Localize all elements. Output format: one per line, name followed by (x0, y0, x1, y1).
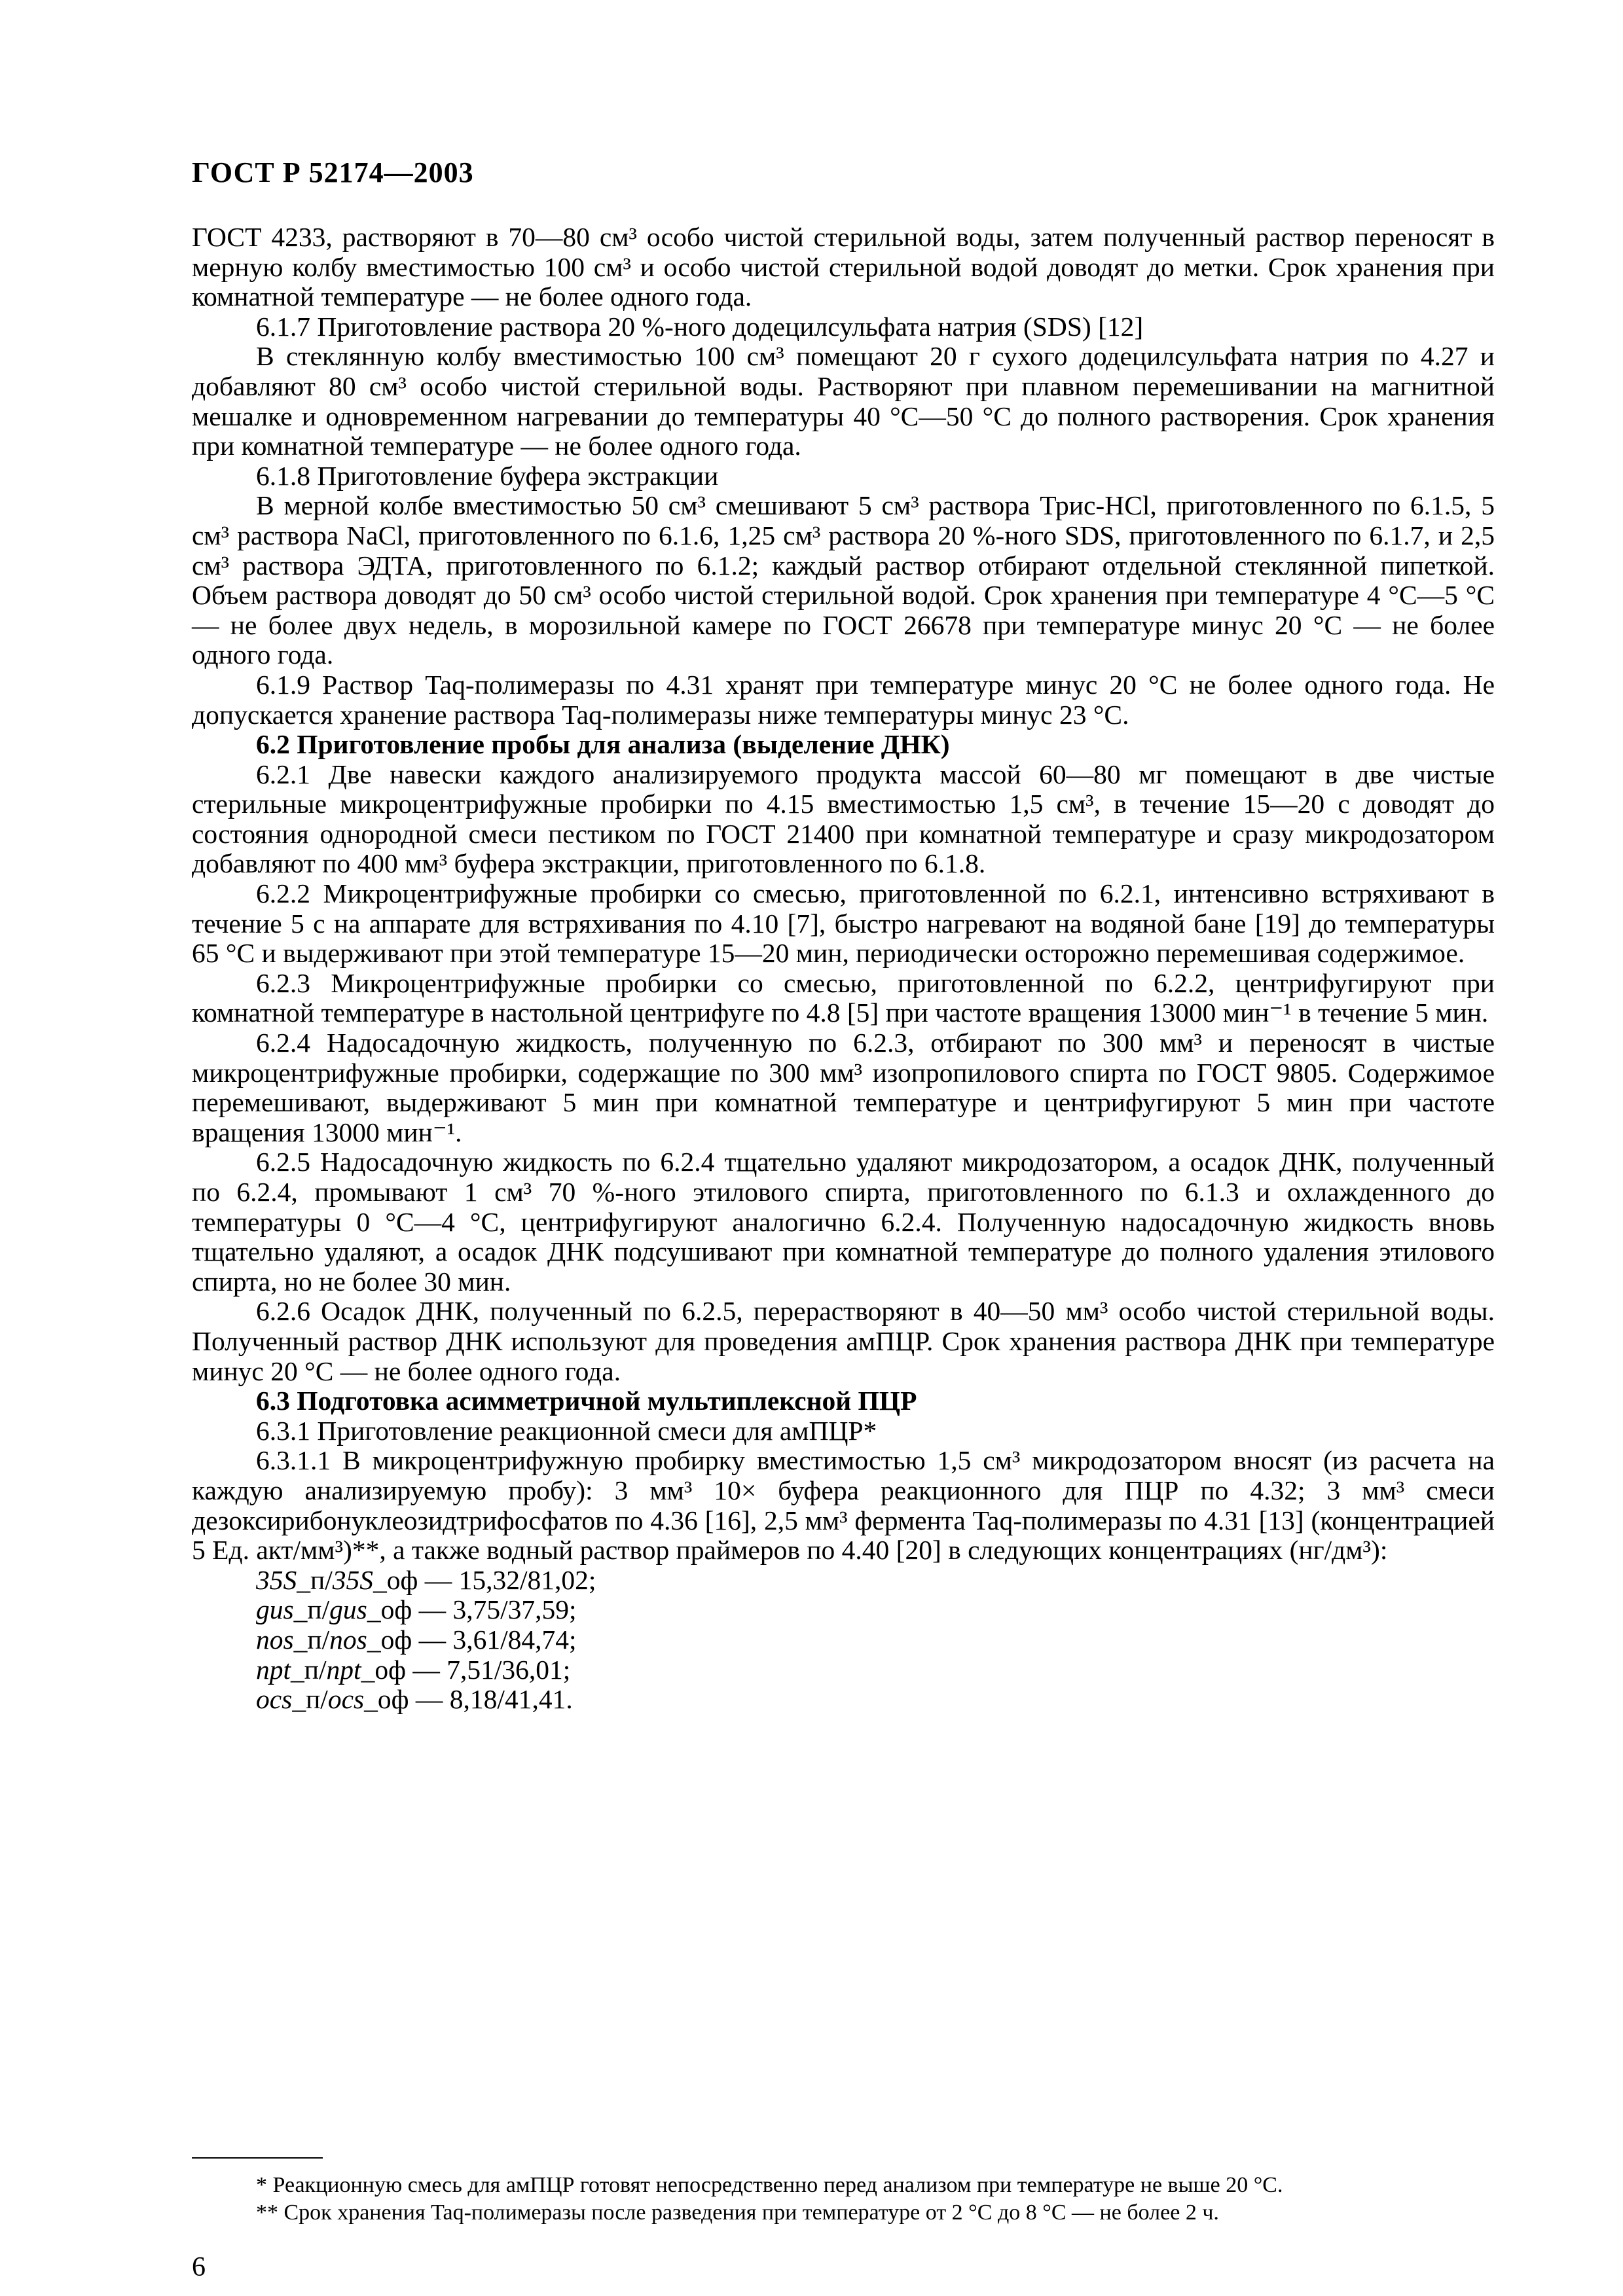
page-number: 6 (192, 2252, 206, 2282)
list-item: npt_п/npt_оф — 7,51/36,01; (256, 1654, 571, 1685)
primer-list (192, 1566, 1495, 1715)
paragraph: 6.3.1.1 В микроцентрифужную пробирку вместимостью 1,5 см³ микродозатором вносят (из расчета на каждую анализируемую пробу): 3 мм³ 10× буфера реакционного для ПЦР по 4.32; 3 мм³ смеси дезоксирибонуклеозидтрифосфатов по 4.36 [16], 2,5 мм³ фермента Taq-полимеразы по 4.31 [13] (концентрацией 5 Ед. акт/мм³)**, а также водный раствор праймеров по 4.40 [20] в следующих концентрациях (нг/дм³): (192, 1445, 1495, 1566)
paragraph: 6.2.3 Микроцентрифужные пробирки со смесью, приготовленной по 6.2.2, центрифугируют при комнатной температуре в настольной центрифуге по 4.8 [5] при частоте вращения 13000 мин⁻¹ в течение 5 мин. (192, 967, 1495, 1028)
paragraph: В мерной колбе вместимостью 50 см³ смешивают 5 см³ раствора Трис-HCl, приготовленного по 6.1.5, 5 см³ раствора NaCl, приготовленного по 6.1.6, 1,25 см³ раствора 20 %-ного SDS, приготовленного по 6.1.7, и 2,5 см³ раствора ЭДТА, приготовленного по 6.1.2; каждый раствор отбирают отдельной стеклянной пипеткой. Объем раствора доводят до 50 см³ особо чистой стерильной водой. Срок хранения при температуре 4 °С—5 °С — не более двух недель, в морозильной камере по ГОСТ 26678 при температуре минус 20 °С — не более одного года. (192, 490, 1495, 670)
footnote: ** Срок хранения Taq-полимеразы после разведения при температуре от 2 °С до 8 °С — не более 2 ч. (256, 2200, 1219, 2225)
footnotes (192, 2172, 1495, 2227)
paragraph: 6.2.2 Микроцентрифужные пробирки со смесью, приготовленной по 6.2.1, интенсивно встряхивают в течение 5 с на аппарате для встряхивания по 4.10 [7], быстро нагревают на водяной бане [19] до температуры 65 °С и выдерживают при этой температуре 15—20 мин, периодически осторожно перемешивая содержимое. (192, 878, 1495, 969)
paragraph: В стеклянную колбу вместимостью 100 см³ помещают 20 г сухого додецилсульфата натрия по 4.27 и добавляют 80 см³ особо чистой стерильной воды. Растворяют при плавном перемешивании на магнитной мешалке и одновременном нагревании до температуры 40 °С—50 °С до полного растворения. Срок хранения при комнатной температуре — не более одного года. (192, 341, 1495, 461)
paragraph: ГОСТ 4233, растворяют в 70—80 см³ особо чистой стерильной воды, затем полученный раствор переносят в мерную колбу вместимостью 100 см³ и особо чистой стерильной водой доводят до метки. Срок хранения при комнатной температуре — не более одного года. (192, 222, 1495, 312)
document-header: ГОСТ Р 52174—2003 (192, 156, 474, 188)
section-heading: 6.2 Приготовление пробы для анализа (выделение ДНК) (256, 729, 950, 760)
section-heading: 6.3 Подготовка асимметричной мультиплексной ПЦР (256, 1386, 917, 1416)
paragraph: 6.1.7 Приготовление раствора 20 %-ного додецилсульфата натрия (SDS) [12] (256, 311, 1144, 342)
paragraph: 6.1.8 Приготовление буфера экстракции (256, 460, 719, 491)
footnote-divider (192, 2157, 323, 2159)
paragraph: 6.3.1 Приготовление реакционной смеси для амПЦР* (256, 1415, 877, 1446)
paragraph: 6.2.4 Надосадочную жидкость, полученную по 6.2.3, отбирают по 300 мм³ и переносят в чистые микроцентрифужные пробирки, содержащие по 300 мм³ изопропилового спирта по ГОСТ 9805. Содержимое перемешивают, выдерживают 5 мин при комнатной температуре и центрифугируют 5 мин при частоте вращения 13000 мин⁻¹. (192, 1028, 1495, 1147)
list-item: gus_п/gus_оф — 3,75/37,59; (256, 1594, 577, 1625)
list-item: ocs_п/ocs_оф — 8,18/41,41. (256, 1684, 573, 1715)
footnote: * Реакционную смесь для амПЦР готовят непосредственно перед анализом при температуре не выше 20 °С. (256, 2173, 1283, 2197)
paragraph: 6.1.9 Раствор Taq-полимеразы по 4.31 хранят при температуре минус 20 °С не более одного года. Не допускается хранение раствора Taq-полимеразы ниже температуры минус 23 °С. (192, 669, 1495, 730)
document-body (192, 223, 1495, 1715)
list-item: 35S_п/35S_оф — 15,32/81,02; (256, 1564, 596, 1595)
paragraph: 6.2.6 Осадок ДНК, полученный по 6.2.5, перерастворяют в 40—50 мм³ особо чистой стерильной воды. Полученный раствор ДНК используют для проведения амПЦР. Срок хранения раствора ДНК при температуре минус 20 °С — не более одного года. (192, 1296, 1495, 1386)
paragraph: 6.2.5 Надосадочную жидкость по 6.2.4 тщательно удаляют микродозатором, а осадок ДНК, полученный по 6.2.4, промывают 1 см³ 70 %-ного этилового спирта, приготовленного по 6.1.3 и охлажденного до температуры 0 °С—4 °С, центрифугируют аналогично 6.2.4. Полученную надосадочную жидкость вновь тщательно удаляют, а осадок ДНК подсушивают при комнатной температуре до полного удаления этилового спирта, но не более 30 мин. (192, 1147, 1495, 1297)
list-item: nos_п/nos_оф — 3,61/84,74; (256, 1624, 577, 1655)
paragraph: 6.2.1 Две навески каждого анализируемого продукта массой 60—80 мг помещают в две чистые стерильные микроцентрифужные пробирки по 4.15 вместимостью 1,5 см³, в течение 15—20 с доводят до состояния однородной смеси пестиком по ГОСТ 21400 при комнатной температуре и сразу микродозатором добавляют по 400 мм³ буфера экстракции, приготовленного по 6.1.8. (192, 759, 1495, 879)
